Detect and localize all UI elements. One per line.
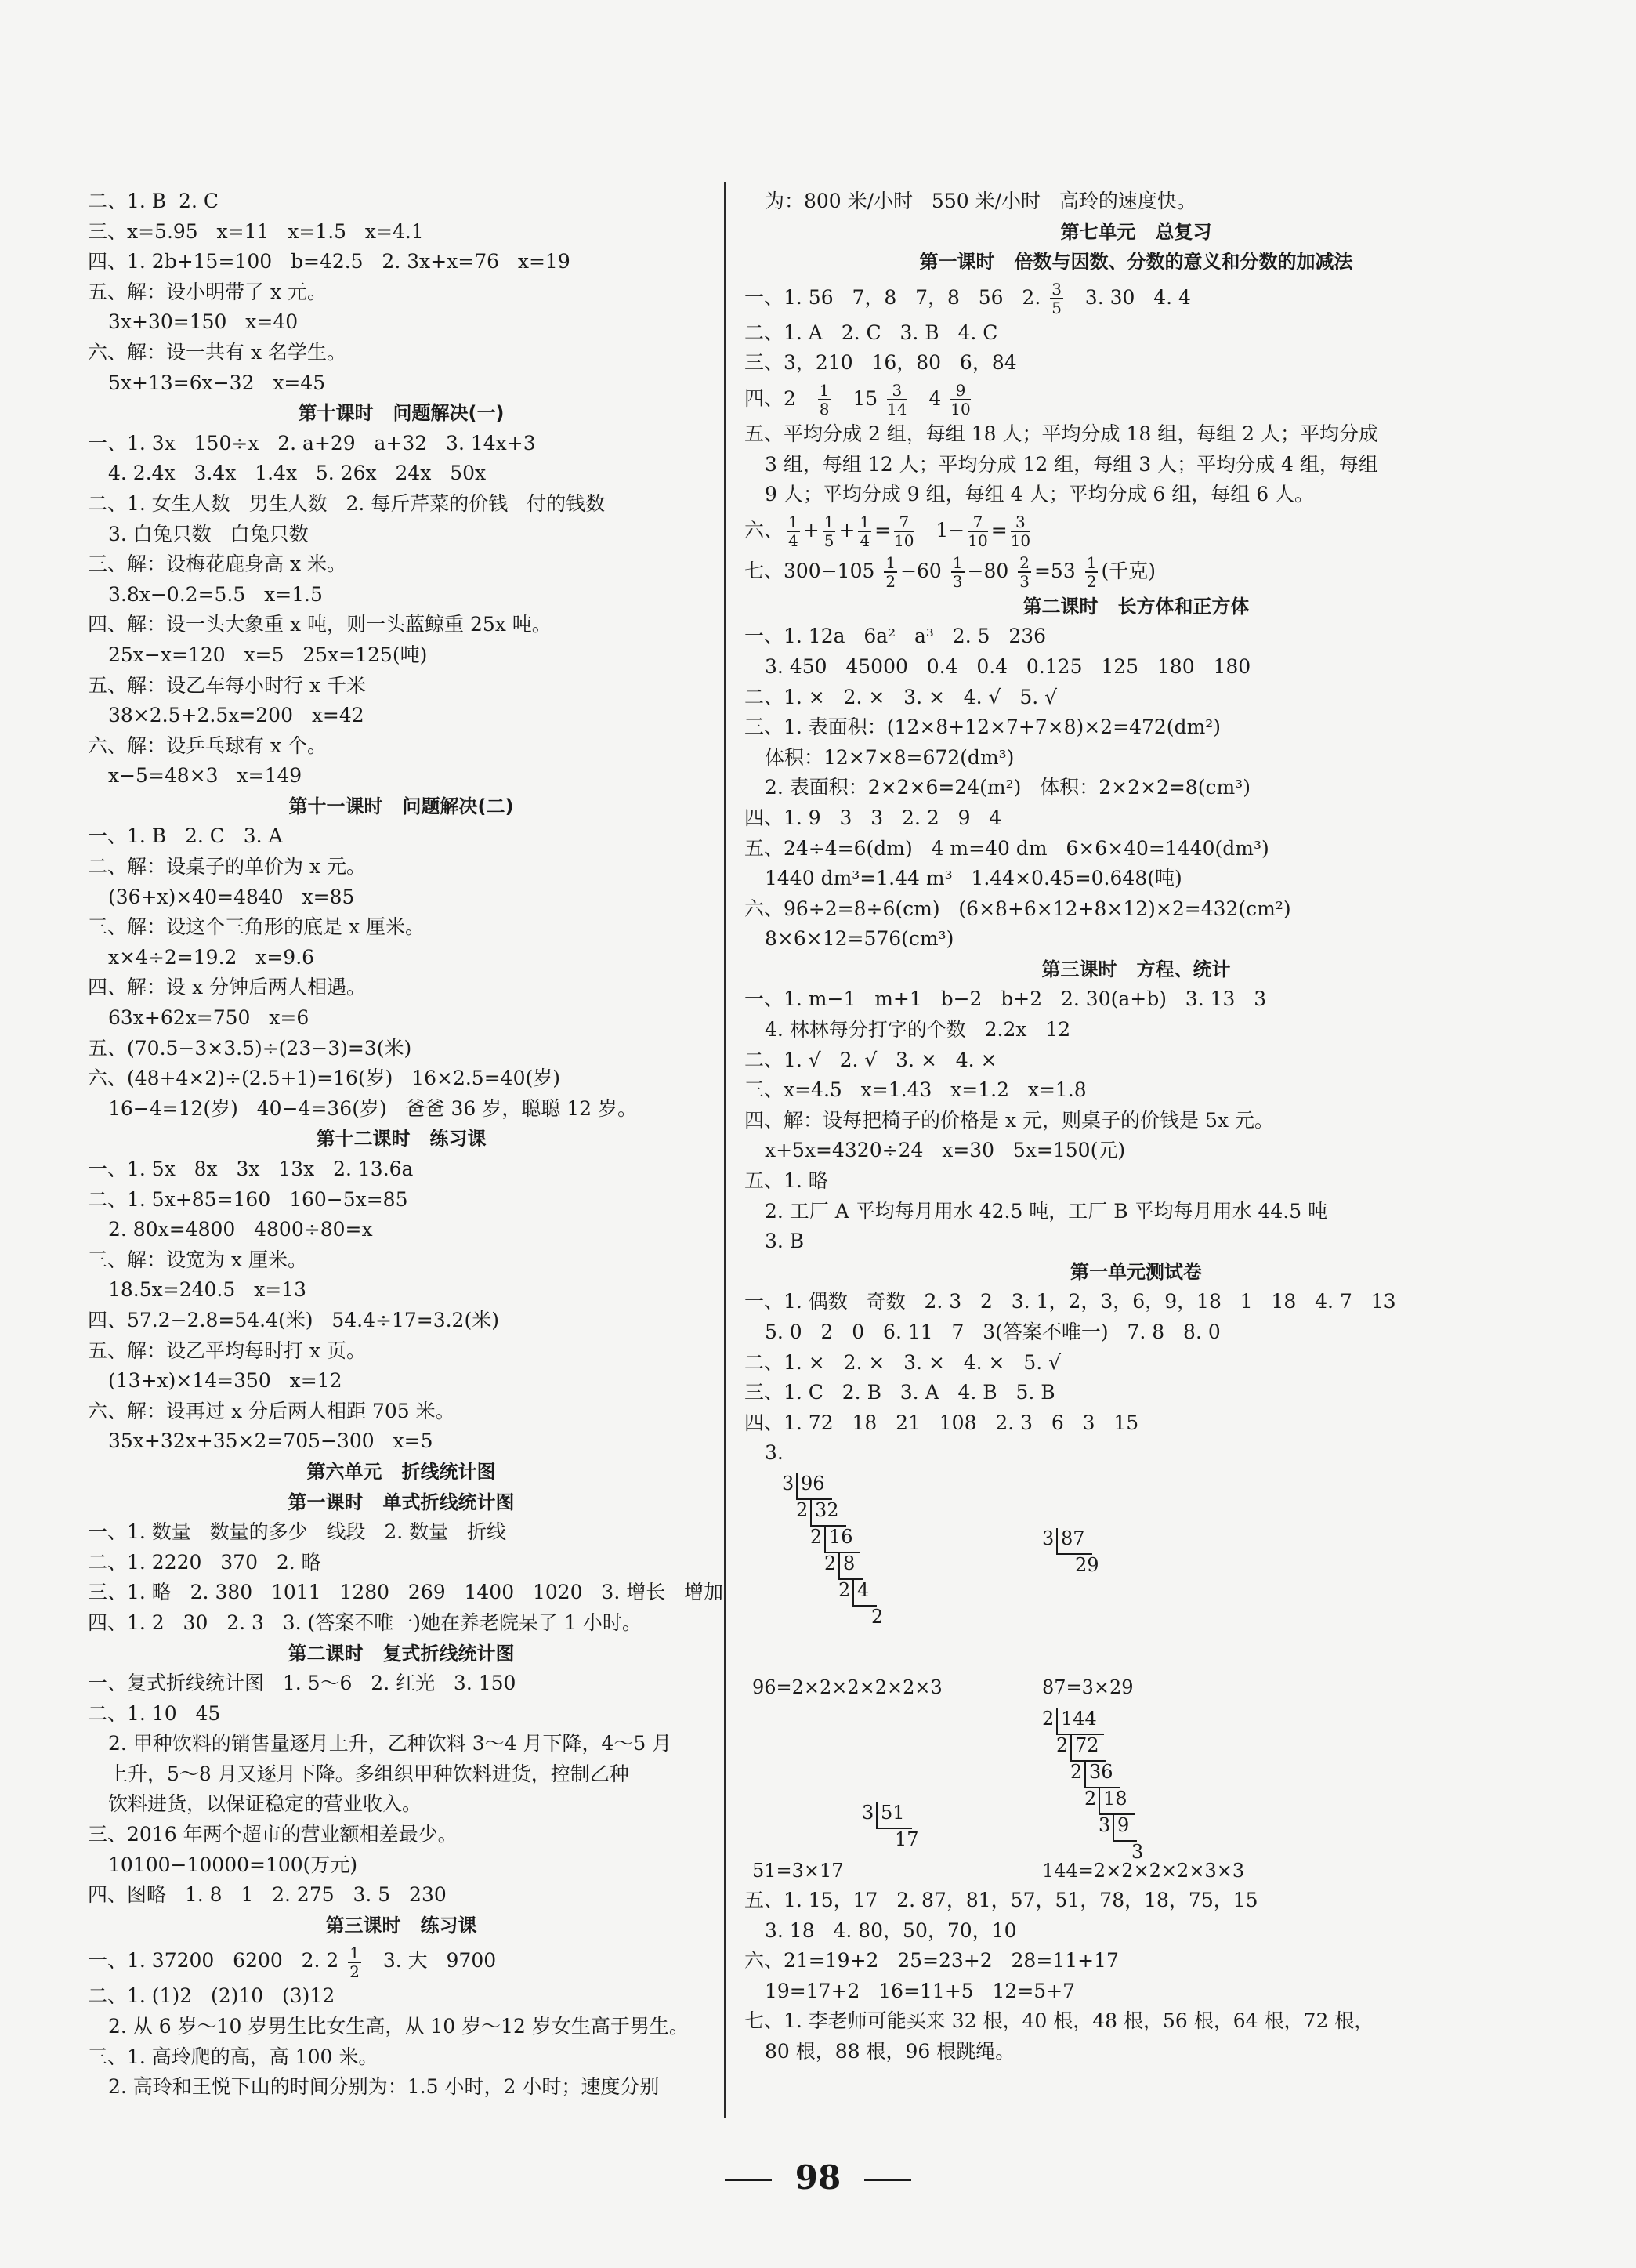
division-51-divisor: 3 (862, 1801, 874, 1824)
answer-line: 四、解：设 x 分钟后两人相遇。 (88, 976, 366, 999)
fraction: $\frac{1}{3}$ (952, 553, 963, 592)
eq-144: 144=2×2×2×2×3×3 (1042, 1859, 1245, 1882)
division-144-divisor: 2 (1042, 1707, 1055, 1730)
division-144-value: 9 (1117, 1813, 1130, 1836)
division-96-divisor: 2 (838, 1578, 851, 1601)
fraction: $\frac{1}{2}$ (885, 553, 896, 592)
answer-line: 4. 2.4x 3.4x 1.4x 5. 26x 24x 50x (108, 462, 487, 485)
fraction: $\frac{3}{14}$ (887, 381, 907, 419)
answer-line: 五、1. 15，17 2. 87，81，57，51，78，18，75，15 (744, 1888, 1258, 1911)
division-96-divisor: 2 (796, 1498, 809, 1521)
answer-line: 四、1. 2b+15=100 b=42.5 2. 3x+x=76 x=19 (88, 250, 570, 274)
answer-line: 38×2.5+2.5x=200 x=42 (108, 704, 364, 727)
eq-87: 87=3×29 (1042, 1676, 1134, 1698)
right-column (744, 187, 1528, 2067)
fraction: $\frac{1}{4}$ (860, 513, 870, 551)
answer-line: 3x+30=150 x=40 (108, 310, 299, 334)
answer-line: x+5x=4320÷24 x=30 5x=150(元) (765, 1139, 1126, 1162)
answer-line: 25x−x=120 x=5 25x=125(吨) (108, 643, 428, 666)
answer-line: 六、解：设乒乓球有 x 个。 (88, 734, 327, 757)
division-87-value: 87 (1061, 1527, 1085, 1549)
answer-line: 二、1. (1)2 (2)10 (3)12 (88, 1984, 335, 2008)
answer-line: 二、1. × 2. × 3. × 4. √ 5. √ (744, 685, 1058, 708)
answer-line: x×4÷2=19.2 x=9.6 (108, 945, 315, 969)
division-96-value: 32 (815, 1498, 839, 1521)
answer-line: 63x+62x=750 x=6 (108, 1006, 309, 1030)
answer-line: 3. 18 4. 80，50，70，10 (765, 1918, 1017, 1942)
answer-line: 2. 工厂 A 平均每月用水 42.5 吨，工厂 B 平均每月用水 44.5 吨 (765, 1199, 1328, 1223)
answer-line: 二、解：设桌子的单价为 x 元。 (88, 855, 366, 879)
answer-line: 3. 450 45000 0.4 0.4 0.125 125 180 180 (765, 654, 1251, 678)
section-heading: 第六单元 折线统计图 (306, 1460, 496, 1483)
fraction: $\frac{1}{2}$ (1086, 553, 1097, 592)
answer-line: 一、1. 3x 150÷x 2. a+29 a+32 3. 14x+3 (88, 431, 536, 455)
answer-line: 80 根，88 根，96 根跳绳。 (765, 2039, 1015, 2063)
section-heading: 第二课时 复式折线统计图 (288, 1642, 515, 1665)
answer-line: 六、 $\frac{1}{4}$ + $\frac{1}{5}$ + $\frac{1}{4}$ = $\frac{7}{10}$ 1− $\frac{7}{10}$ = $\frac{3}{10}$ (744, 513, 1031, 551)
division-144-divisor: 3 (1099, 1813, 1111, 1836)
division-144-value: 18 (1103, 1787, 1127, 1810)
division-96-value: 96 (801, 1472, 825, 1494)
division-51-value: 17 (895, 1828, 919, 1850)
answer-line: 一、1. 56 7，8 7，8 56 2. $\frac{3}{5}$ 3. 30 4. 4 (744, 280, 1191, 318)
answer-line: 8×6×12=576(cm³) (765, 927, 954, 951)
division-96-divisor: 2 (810, 1525, 823, 1548)
answer-line: 二、1. 2220 370 2. 略 (88, 1550, 321, 1574)
answer-line: 一、1. m−1 m+1 b−2 b+2 2. 30(a+b) 3. 13 3 (744, 987, 1267, 1011)
section-heading: 第一课时 单式折线统计图 (288, 1491, 515, 1513)
answer-line: 18.5x=240.5 x=13 (108, 1278, 306, 1302)
answer-line: 四、2 $\frac{1}{8}$ 15 $\frac{3}{14}$ 4 $\frac{9}{10}$ (744, 381, 971, 419)
section-heading: 第十一课时 问题解决(二) (288, 795, 514, 817)
answer-line: 3.8x−0.2=5.5 x=1.5 (108, 582, 323, 606)
fraction: $\frac{1}{8}$ (819, 381, 830, 419)
answer-line: 2. 高玲和王悦下山的时间分别为：1.5 小时，2 小时；速度分别 (108, 2075, 660, 2099)
answer-line: (36+x)×40=4840 x=85 (108, 885, 355, 908)
answer-line: 二、1. √ 2. √ 3. × 4. × (744, 1048, 997, 1071)
answer-line: 二、1. 10 45 (88, 1701, 221, 1725)
answer-line: 二、1. × 2. × 3. × 4. × 5. √ (744, 1350, 1062, 1374)
section-heading: 第三课时 练习课 (325, 1914, 477, 1936)
division-96-value: 16 (829, 1525, 853, 1548)
answer-line: 2. 80x=4800 4800÷80=x (108, 1218, 373, 1241)
division-144-divisor: 2 (1070, 1760, 1083, 1783)
answer-line: 三、1. C 2. B 3. A 4. B 5. B (744, 1381, 1055, 1404)
answer-line: 为：800 米/小时 550 米/小时 高玲的速度快。 (765, 190, 1196, 212)
answer-line: 一、1. 5x 8x 3x 13x 2. 13.6a (88, 1158, 414, 1180)
answer-line: 一、1. 数量 数量的多少 线段 2. 数量 折线 (88, 1520, 506, 1544)
section-heading: 第二课时 长方体和正方体 (1022, 595, 1250, 618)
answer-line: 4. 林林每分打字的个数 2.2x 12 (765, 1018, 1071, 1042)
answer-line: x−5=48×3 x=149 (108, 764, 302, 788)
division-87-value: 29 (1075, 1553, 1099, 1576)
section-heading: 第一单元测试卷 (1070, 1260, 1202, 1283)
answer-line: 19=17+2 16=11+5 12=5+7 (765, 1979, 1076, 2002)
answer-line: 六、解：设一共有 x 名学生。 (88, 340, 346, 364)
answer-line: 饮料进货，以保证稳定的营业收入。 (108, 1792, 422, 1816)
answer-line: 35x+32x+35×2=705−300 x=5 (108, 1429, 433, 1453)
answer-line: 五、解：设小明带了 x 元。 (88, 280, 327, 303)
fraction: $\frac{7}{10}$ (968, 513, 988, 551)
answer-line: 三、1. 略 2. 380 1011 1280 269 1400 1020 3. 增长 增加 (88, 1581, 724, 1604)
answer-line: 三、解：设宽为 x 厘米。 (88, 1248, 307, 1271)
answer-line: 3. B (765, 1230, 805, 1253)
answer-line: 四、解：设一头大象重 x 吨，则一头蓝鲸重 25x 吨。 (88, 613, 552, 636)
answer-line: 一、1. 37200 6200 2. 2 $\frac{1}{2}$ 3. 大 9700 (88, 1943, 497, 1981)
answer-line: 5x+13=6x−32 x=45 (108, 371, 326, 394)
answer-line: 二、1. 5x+85=160 160−5x=85 (88, 1187, 408, 1211)
page-number (0, 2158, 1636, 2197)
division-96-value: 2 (871, 1605, 884, 1628)
answer-line: 三、2016 年两个超市的营业额相差最少。 (88, 1823, 458, 1846)
answer-line: 三、3，210 16，80 6，84 (744, 351, 1017, 375)
answer-line: 3. (765, 1441, 784, 1465)
section-heading: 第十课时 问题解决(一) (298, 402, 505, 425)
answer-line: 二、1. 女生人数 男生人数 2. 每斤芹菜的价钱 付的钱数 (88, 491, 606, 515)
answer-line: 1440 dm³=1.44 m³ 1.44×0.45=0.648(吨) (765, 867, 1182, 890)
division-144-value: 72 (1075, 1734, 1099, 1756)
left-column (88, 187, 724, 2103)
answer-line: 四、解：设每把椅子的价格是 x 元，则桌子的价钱是 5x 元。 (744, 1108, 1274, 1132)
answer-line: 三、x=5.95 x=11 x=1.5 x=4.1 (88, 219, 424, 243)
division-96-value: 8 (843, 1552, 856, 1574)
answer-line: 三、1. 表面积：(12×8+12×7+7×8)×2=472(dm²) (744, 716, 1222, 739)
page-number-dash-left (725, 2179, 772, 2181)
answer-line: 二、1. A 2. C 3. B 4. C (744, 321, 998, 344)
section-heading: 第三课时 方程、统计 (1041, 958, 1231, 980)
answer-line: 上升，5～8 月又逐月下降。多组织甲种饮料进货，控制乙种 (108, 1762, 629, 1785)
answer-line: 3. 白兔只数 白兔只数 (108, 522, 309, 545)
answer-line: 一、1. 偶数 奇数 2. 3 2 3. 1，2，3，6，9，18 1 18 4. 7 13 (744, 1290, 1396, 1313)
fraction: $\frac{1}{2}$ (349, 1943, 360, 1981)
answer-line: 六、21=19+2 25=23+2 28=11+17 (744, 1949, 1119, 1973)
answer-line: (13+x)×14=350 x=12 (108, 1369, 342, 1393)
section-heading: 第一课时 倍数与因数、分数的意义和分数的加减法 (919, 251, 1353, 274)
division-51-value: 51 (881, 1801, 905, 1824)
division-96-divisor: 2 (824, 1552, 837, 1574)
division-87-divisor: 3 (1042, 1527, 1055, 1549)
answer-line: 四、57.2−2.8=54.4(米) 54.4÷17=3.2(米) (88, 1308, 499, 1331)
answer-line: 四、图略 1. 8 1 2. 275 3. 5 230 (88, 1883, 447, 1907)
section-heading: 第七单元 总复习 (1060, 220, 1212, 243)
fraction: $\frac{1}{4}$ (788, 513, 798, 551)
answer-line: 2. 甲种饮料的销售量逐月上升，乙种饮料 3～4 月下降，4～5 月 (108, 1732, 672, 1755)
answer-line: 5. 0 2 0 6. 11 7 3(答案不唯一) 7. 8 8. 0 (765, 1321, 1221, 1343)
answer-line: 五、解：设乙平均每时打 x 页。 (88, 1339, 366, 1362)
division-144-divisor: 2 (1084, 1787, 1097, 1810)
fraction: $\frac{9}{10}$ (950, 381, 971, 419)
answer-line: 四、1. 2 30 2. 3 3. (答案不唯一)她在养老院呆了 1 小时。 (88, 1610, 642, 1634)
answer-line: 五、解：设乙车每小时行 x 千米 (88, 673, 366, 697)
answer-line: 六、96÷2=8÷6(cm) (6×8+6×12+8×12)×2=432(cm²) (744, 897, 1291, 920)
fraction: $\frac{2}{3}$ (1019, 553, 1030, 592)
division-144-value: 3 (1131, 1840, 1144, 1863)
answer-line: 六、解：设再过 x 分后两人相距 705 米。 (88, 1399, 455, 1422)
answer-line: 2. 表面积：2×2×6=24(m²) 体积：2×2×2=8(cm³) (765, 776, 1251, 799)
answer-line: 三、1. 高玲爬的高，高 100 米。 (88, 2045, 378, 2068)
answer-line: 体积：12×7×8=672(dm³) (765, 745, 1015, 769)
answer-line: 四、1. 9 3 3 2. 2 9 4 (744, 806, 1002, 829)
fraction: $\frac{1}{5}$ (823, 513, 834, 551)
answer-line: 16−4=12(岁) 40−4=36(岁) 爸爸 36 岁，聪聪 12 岁。 (108, 1096, 637, 1120)
answer-line: 9 人；平均分成 9 组，每组 4 人；平均分成 6 组，每组 6 人。 (765, 483, 1315, 506)
fraction: $\frac{3}{10}$ (1010, 513, 1031, 551)
answer-line: 三、解：设梅花鹿身高 x 米。 (88, 553, 346, 576)
division-144-value: 144 (1061, 1707, 1097, 1730)
division-96-divisor: 3 (782, 1472, 794, 1494)
eq-96: 96=2×2×2×2×2×3 (752, 1676, 943, 1698)
answer-line: 2. 从 6 岁～10 岁男生比女生高，从 10 岁～12 岁女生高于男生。 (108, 2015, 689, 2038)
answer-line: 五、1. 略 (744, 1169, 828, 1193)
answer-line: 七、300−105 $\frac{1}{2}$ −60 $\frac{1}{3}$ −80 $\frac{2}{3}$ =53 $\frac{1}{2}$ (千克) (744, 553, 1156, 592)
answer-line: 五、平均分成 2 组，每组 18 人；平均分成 18 组，每组 2 人；平均分成 (744, 422, 1379, 445)
answer-line: 三、解：设这个三角形的底是 x 厘米。 (88, 915, 425, 939)
short-division-block (744, 1472, 1528, 1886)
answer-line: 二、1. B 2. C (88, 190, 219, 212)
section-heading: 第十二课时 练习课 (316, 1128, 487, 1150)
answer-line: 10100−10000=100(万元) (108, 1853, 358, 1876)
fraction: $\frac{3}{5}$ (1051, 280, 1062, 318)
answer-line: 一、1. B 2. C 3. A (88, 824, 283, 848)
answer-line: 3 组，每组 12 人；平均分成 12 组，每组 3 人；平均分成 4 组，每组 (765, 452, 1378, 476)
answer-line: 一、1. 12a 6a² a³ 2. 5 236 (744, 625, 1047, 648)
eq-51: 51=3×17 (752, 1859, 844, 1882)
page-number-text: 98 (794, 2158, 842, 2197)
division-96-value: 4 (857, 1578, 870, 1601)
column-divider (724, 182, 726, 2118)
answer-line: 一、复式折线统计图 1. 5～6 2. 红光 3. 150 (88, 1672, 516, 1695)
answer-line: 七、1. 李老师可能买来 32 根，40 根，48 根，56 根，64 根，72 根， (744, 2009, 1374, 2033)
answer-line: 六、(48+4×2)÷(2.5+1)=16(岁) 16×2.5=40(岁) (88, 1067, 560, 1090)
division-144-value: 36 (1089, 1760, 1113, 1783)
fraction: $\frac{7}{10}$ (894, 513, 914, 551)
page-number-dash-right (864, 2179, 911, 2181)
division-144-divisor: 2 (1056, 1734, 1069, 1756)
answer-line: 三、x=4.5 x=1.43 x=1.2 x=1.8 (744, 1078, 1087, 1102)
answer-line: 五、(70.5−3×3.5)÷(23−3)=3(米) (88, 1036, 412, 1060)
answer-line: 五、24÷4=6(dm) 4 m=40 dm 6×6×40=1440(dm³) (744, 836, 1269, 860)
answer-line: 四、1. 72 18 21 108 2. 3 6 3 15 (744, 1411, 1139, 1434)
